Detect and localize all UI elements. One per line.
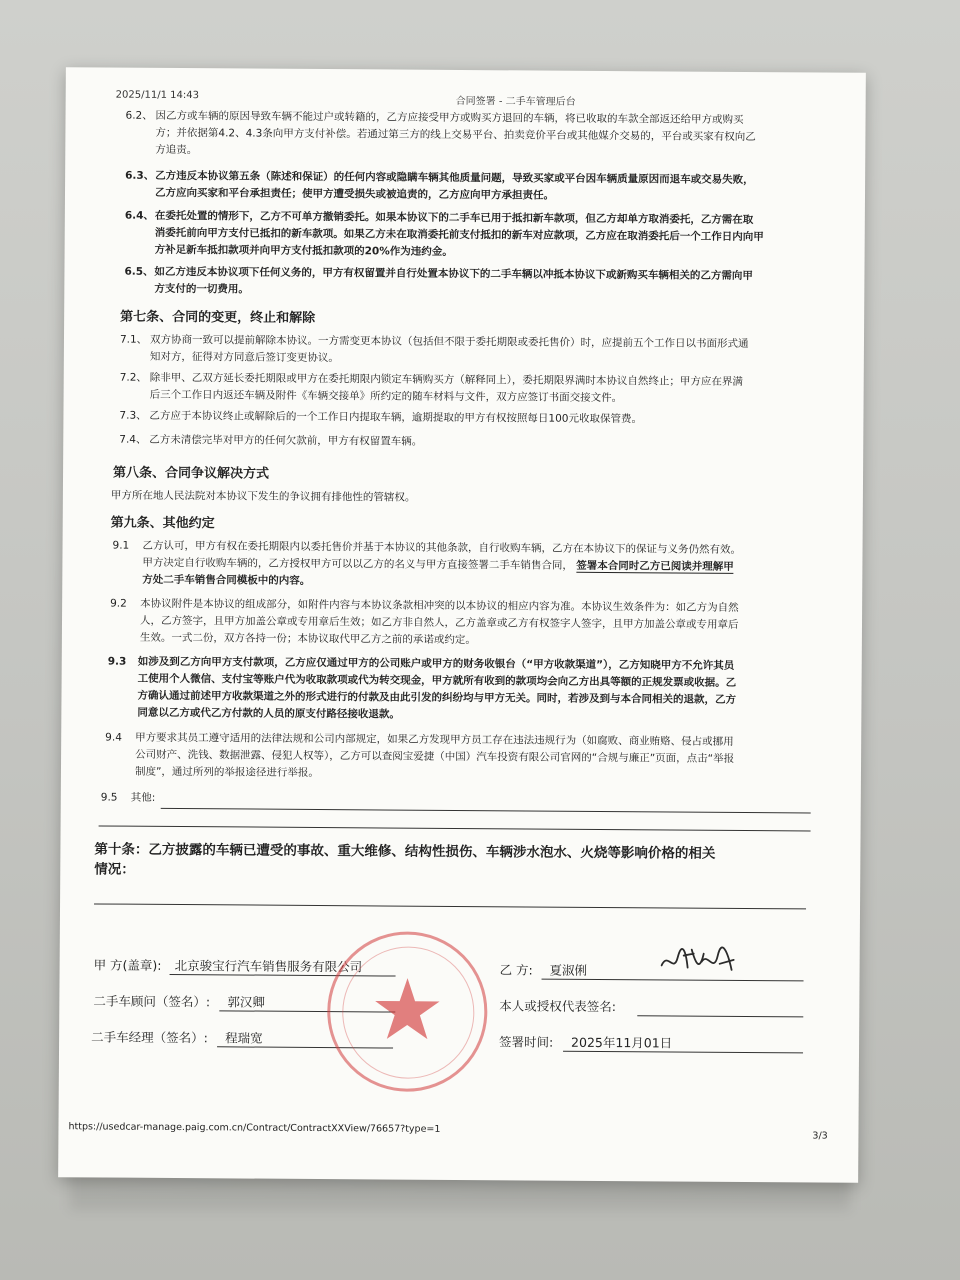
party-a-value: 北京骏宝行汽车销售服务有限公司 <box>174 958 363 975</box>
date-value: 2025年11月01日 <box>571 1034 673 1051</box>
clause-line: 生效。一式二份，双方各持一份；本协议取代甲乙方之前的承诺或约定。 <box>139 631 476 647</box>
clause-line: 同意以乙方或代乙方付款的人员的原支付路径接收退款。 <box>137 706 400 721</box>
clause-line: 乙方应于本协议终止或解除后的一个工作日内提取车辆，逾期提取的甲方有权按照每日100元收取保管费。 <box>149 409 643 426</box>
clause-line: 方支付的一切费用。 <box>154 282 249 296</box>
section-8-title: 第八条、合同争议解决方式 <box>112 465 270 482</box>
clause-7-1 <box>119 332 840 365</box>
section-9-title: 第九条、其他约定 <box>110 515 215 532</box>
clause-number: 9.1 <box>112 539 130 552</box>
clause-number: 9.3 <box>107 655 127 668</box>
clause-line: 乙方应向买家和平台承担责任；使甲方遭受损失或被追责的，乙方应向甲方承担责任。 <box>154 186 555 202</box>
print-title: 合同签署 - 二手车管理后台 <box>455 95 576 108</box>
clause-6-2 <box>125 108 846 157</box>
clause-number: 9.4 <box>105 731 122 744</box>
clause-number: 7.2、 <box>119 371 147 384</box>
print-datetime: 2025/11/1 14:43 <box>115 89 200 102</box>
section-10-line: 情况： <box>94 861 135 878</box>
clause-line: 甲方要求其员工遵守适用的法律法规和公司内部规定，如果乙方发现甲方员工存在违法违规行为（如腐败、商业贿赂、侵占或挪用 <box>135 731 734 748</box>
clause-9-3 <box>107 654 838 721</box>
clause-7-2 <box>119 370 840 405</box>
other-line <box>161 808 811 814</box>
clause-number: 6.4、 <box>124 209 155 222</box>
clause-line: 乙方认可，甲方有权在委托期限内以委托售价并基于本协议的其他条款，自行收购车辆，乙方在本协议下的保证与义务仍然有效。 <box>142 539 742 556</box>
section-8-text: 甲方所在地人民法院对本协议下发生的争议拥有排他性的管辖权。 <box>110 489 416 504</box>
clause-line: 工使用个人微信、支付宝等账户代为收取款项或代为转交现金，甲方就所有收到的款项均会向乙方出具等额的正规发票或收据。乙 <box>137 672 737 689</box>
clause-6-4 <box>124 208 845 258</box>
clause-line: 方；并依据第4.2、4.3条向甲方支付补偿。若通过第三方的线上交易平台、拍卖竞价平台或其他媒介交易的，平台或买家有权向乙 <box>155 126 756 144</box>
clause-number: 7.3、 <box>119 409 147 422</box>
section-7-title: 第七条、合同的变更，终止和解除 <box>120 309 316 326</box>
clause-line: 知对方，征得对方同意后签订变更协议。 <box>149 350 339 365</box>
clause-line: 除非甲、乙双方延长委托期限或甲方在委托期限内锁定车辆购买方（解释同上），委托期限界满时本协议自然终止；甲方应在界满 <box>149 371 743 388</box>
party-a-label: 甲 方(盖章): <box>93 957 162 973</box>
footer-page: 3/3 <box>812 1130 828 1142</box>
clause-line: 双方协商一致可以提前解除本协议。一方需变更本协议（包括但不限于委托期限或委托售价）时，应提前五个工作日以书面形式通 <box>149 333 749 350</box>
date-line <box>563 1051 803 1054</box>
clause-line: 因乙方或车辆的原因导致车辆不能过户或转籍的，乙方应接受甲方或购买方退回的车辆，将已收取的车款全部返还给甲方或购买 <box>155 109 744 126</box>
clause-line: 乙方违反本协议第五条（陈述和保证）的任何内容或隐瞒车辆其他质量问题，导致买家或平台因车辆质量原因而退车或交易失败， <box>155 169 754 187</box>
clause-line: 如涉及到乙方向甲方支付款项，乙方应仅通过甲方的公司账户或甲方的财务收银台（“甲方收款渠道”），乙方知晓甲方不允许其员 <box>137 655 735 672</box>
clause-9-5 <box>100 789 833 804</box>
section-10-title <box>94 837 834 882</box>
clause-line: 公司财产、洗钱、数据泄露、侵犯人权等），乙方可以查阅宝爱捷（中国）汽车投资有限公司官网的“合规与廉正”页面，点击“举报 <box>135 748 735 765</box>
manager-value: 程瑞宽 <box>225 1030 263 1046</box>
clause-number: 9.2 <box>110 597 127 610</box>
clause-number: 6.5、 <box>124 265 154 278</box>
rep-line <box>637 1015 803 1017</box>
clause-number: 6.2、 <box>125 109 153 122</box>
other-line-2 <box>99 825 811 831</box>
clause-number: 9.5 <box>100 791 118 804</box>
contract-page <box>58 67 866 1183</box>
clause-line: 方补足新车抵扣款项并向甲方支付抵扣款项的20%作为违约金。 <box>154 243 453 258</box>
clause-line: 消委托前向甲方支付已抵扣的新车款项。如果乙方未在取消委托前支付抵扣的新车对应款项，乙方应在取消委托后一个工作日内向甲 <box>154 226 764 244</box>
date-label: 签署时间: <box>499 1034 554 1050</box>
clause-line: 方确认通过前述甲方收款渠道之外的形式进行的付款及由此引发的纠纷均与甲方无关。同时，若涉及到与本合同相关的退款，乙方 <box>137 689 737 706</box>
rep-label: 本人或授权代表签名: <box>499 998 617 1015</box>
manager-label: 二手车经理（签名）: <box>91 1029 208 1046</box>
clause-emphasis: 签署本合同时乙方已阅读并理解甲 <box>576 559 734 573</box>
company-seal <box>327 931 488 1092</box>
clause-text: 甲方决定自行收购车辆的，乙方授权甲方可以以乙方的名义与甲方直接签署二手车销售合同， <box>142 556 573 572</box>
clause-line: 在委托处置的情形下，乙方不可单方撤销委托。如果本协议下的二手车已用于抵扣新车款项，但乙方却单方取消委托，乙方需在取 <box>154 209 754 227</box>
clause-6-5 <box>124 264 845 296</box>
clause-line: 制度”，通过所列的举报途径进行举报。 <box>134 765 319 780</box>
clause-number: 7.4、 <box>119 433 147 446</box>
clause-line: 如乙方违反本协议项下任何义务的，甲方有权留置并自行处置本协议下的二手车辆以冲抵本协议下或新购买车辆相关的乙方需向甲 <box>154 265 753 283</box>
party-b-value: 夏淑俐 <box>549 962 588 978</box>
party-b-label: 乙 方: <box>499 962 533 978</box>
disclosure-line <box>94 903 806 909</box>
clause-number: 7.1、 <box>119 333 148 346</box>
footer-url: https://usedcar-manage.paig.com.cn/Contract/ContractXXView/76657?type=1 <box>68 1121 441 1135</box>
seal-star-icon <box>372 974 442 1044</box>
clause-number: 6.3、 <box>125 169 155 182</box>
clause-9-1 <box>112 538 843 587</box>
section-10-line: 第十条：乙方披露的车辆已遭受的事故、重大维修、结构性损伤、车辆涉水泡水、火烧等影响价格的相关 <box>94 841 716 862</box>
clause-line: 人，乙方签字，且甲方加盖公章或专用章后生效；如乙方非自然人，乙方盖章或乙方有权签字人签字，且甲方加盖公章或专用章后 <box>139 614 739 631</box>
clause-line: 本协议附件是本协议的组成部分，如附件内容与本协议条款相冲突的以本协议的相应内容为准。本协议生效条件为：如乙方为自然 <box>140 597 739 614</box>
handwritten-signature <box>658 943 738 984</box>
clause-line: 方追责。 <box>155 143 198 157</box>
clause-7-4 <box>119 432 839 448</box>
clause-line: 后三个工作日内返还车辆及附件《车辆交接单》所约定的随车材料与文件，双方应签订书面交接文件。 <box>149 388 623 405</box>
clause-line: 方处二手车销售合同模板中的内容。 <box>142 573 311 587</box>
clause-9-4 <box>105 730 837 780</box>
clause-line: 其他: <box>130 791 156 804</box>
clause-9-2 <box>110 596 840 647</box>
clause-7-3 <box>119 408 840 426</box>
advisor-label: 二手车顾问（签名）: <box>93 993 211 1010</box>
advisor-value: 郭汉卿 <box>227 994 265 1010</box>
clause-6-3 <box>125 168 845 202</box>
clause-line: 乙方未清偿完毕对甲方的任何欠款前，甲方有权留置车辆。 <box>149 433 423 448</box>
